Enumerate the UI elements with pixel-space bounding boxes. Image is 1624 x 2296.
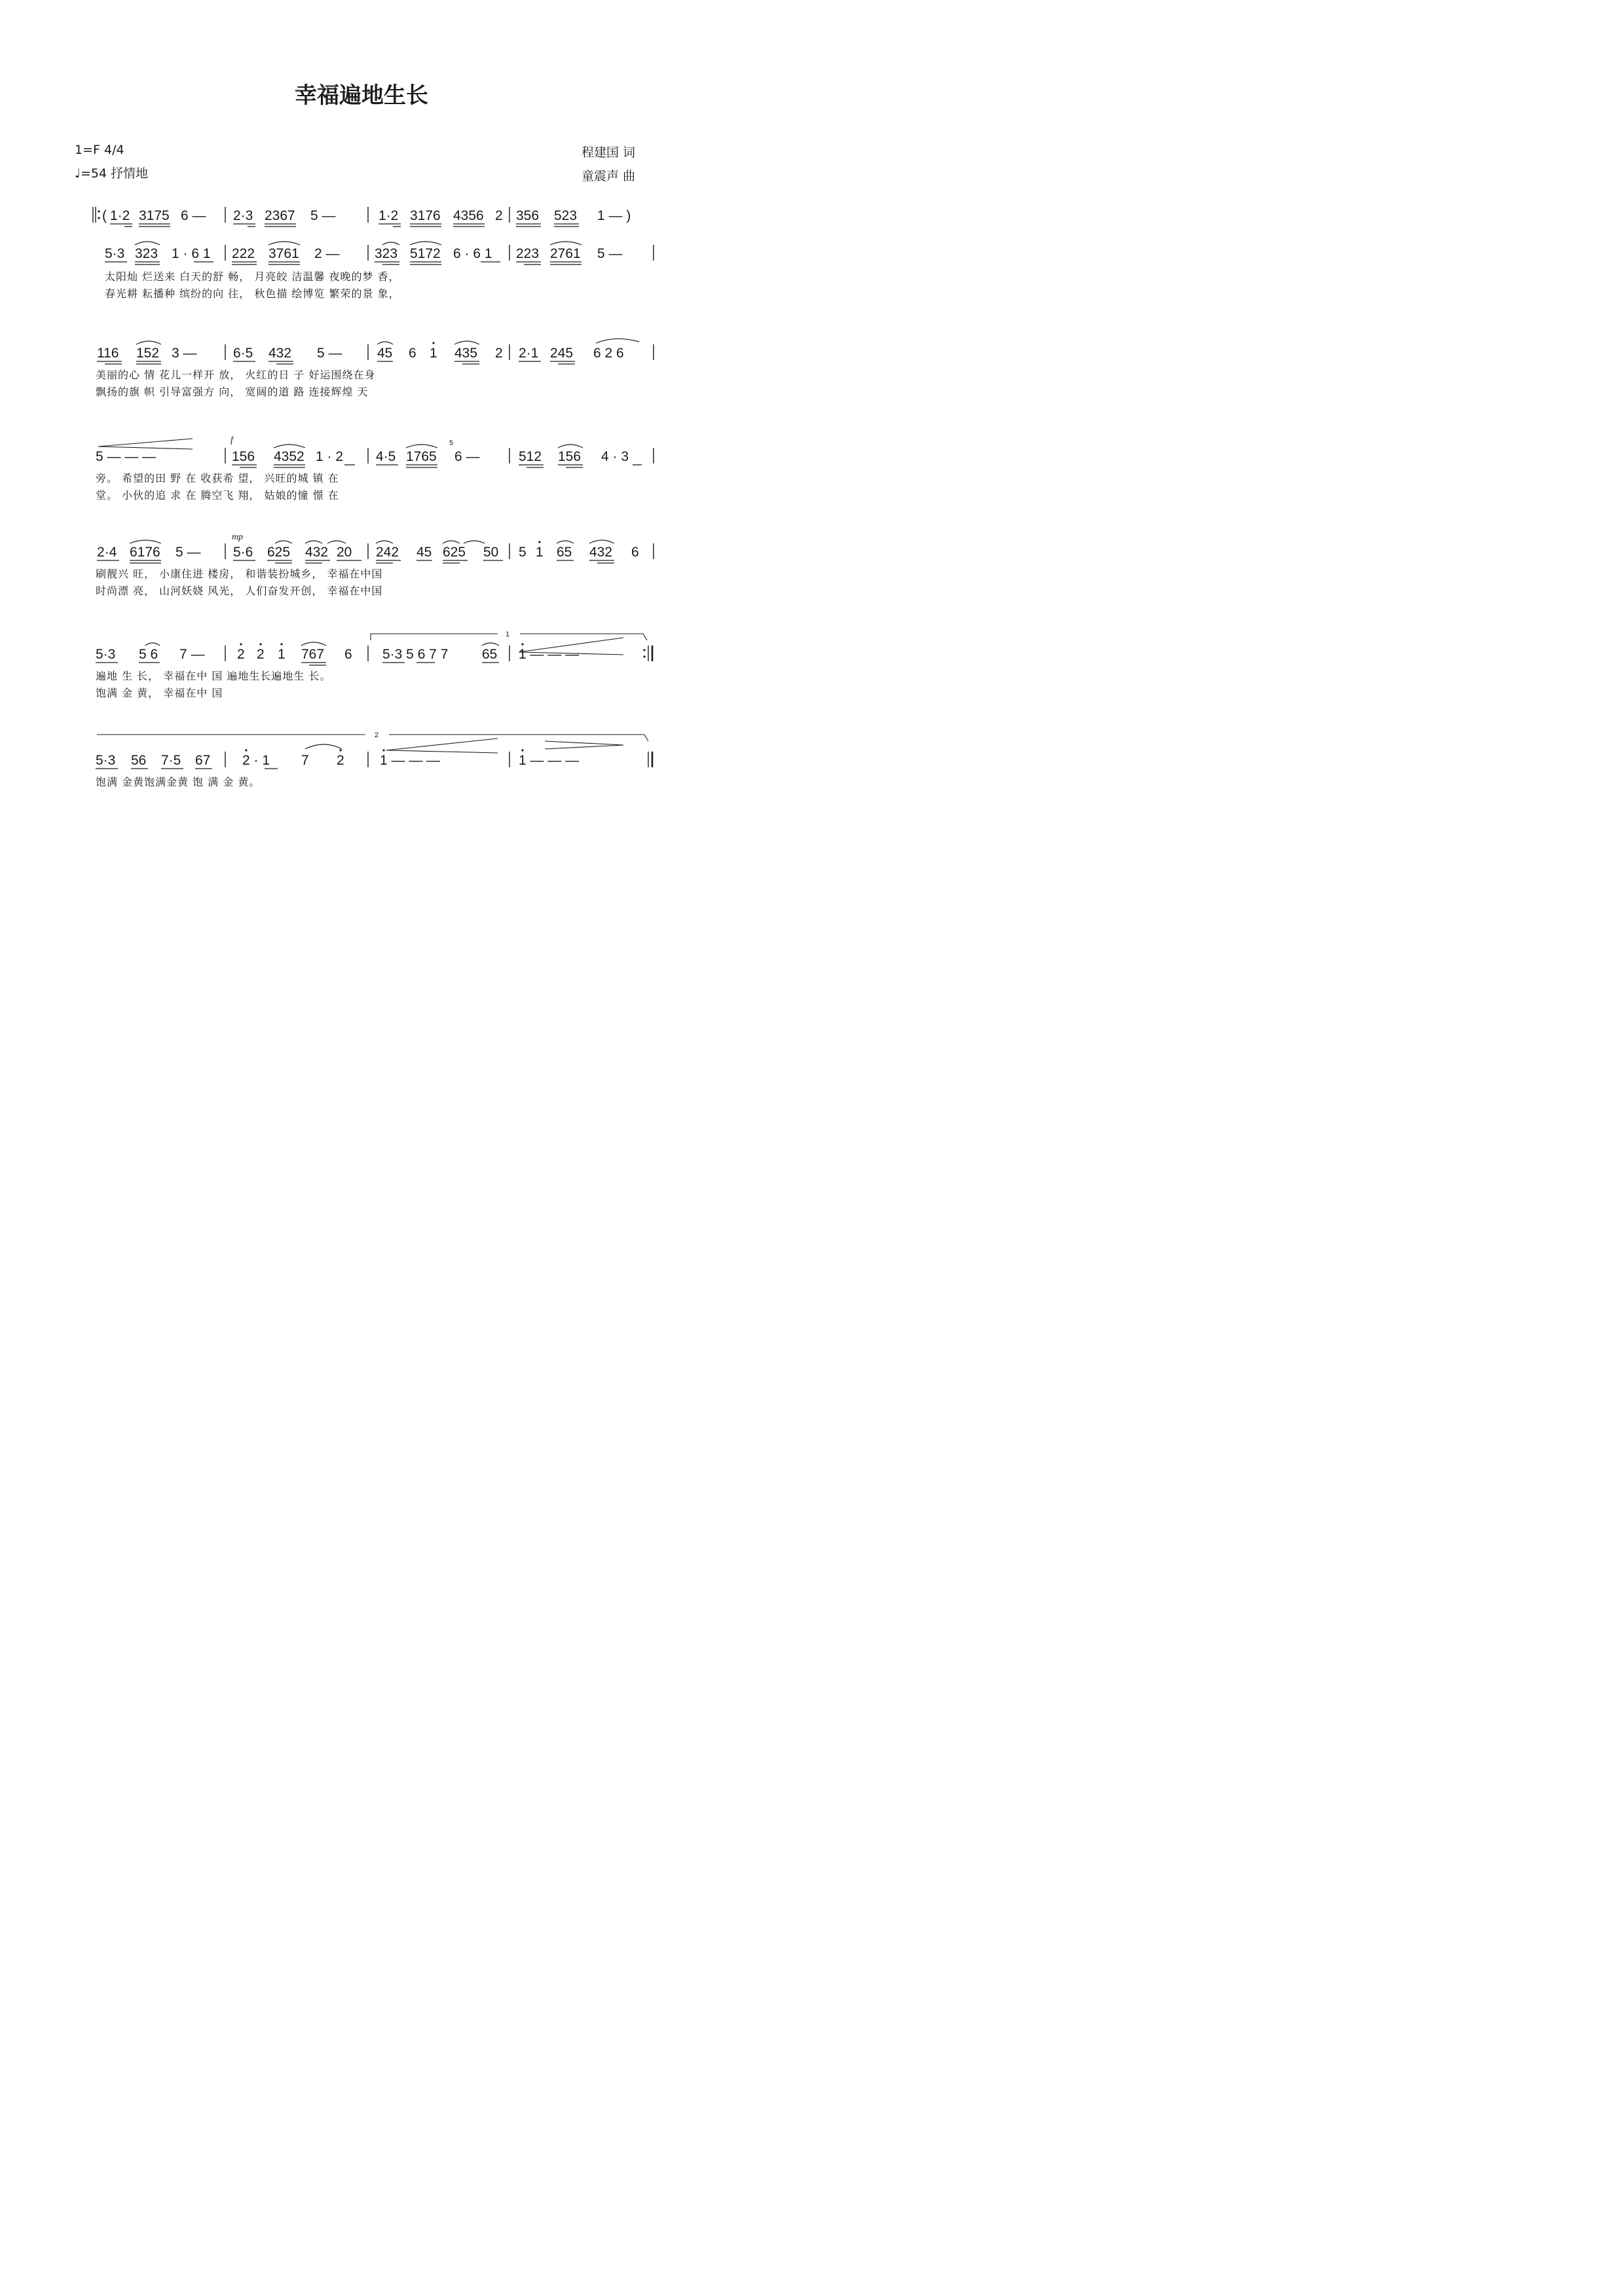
score-system-1 (93, 207, 631, 227)
note-group: 1 · 2 (316, 449, 344, 464)
lyricist-credit: 程建国 词 (581, 145, 636, 160)
slur (443, 541, 460, 543)
lyric-line: 刷靓兴 旺， 小康住进 楼房， 和谐装扮城乡， 幸福在中国 (96, 568, 383, 580)
note-group: 6 — (181, 208, 206, 223)
lyric-line: 美丽的心 情 花儿一样开 放， 火红的日 子 好运围绕在身 (96, 369, 376, 381)
score-system-2 (105, 242, 654, 264)
note-group: 4 · 3 (601, 449, 629, 464)
octave-dot (521, 643, 523, 645)
note-group: 5172 (410, 246, 441, 261)
slur (596, 338, 639, 343)
note-group: 432 (589, 545, 613, 560)
note-group: 5·3 (96, 753, 116, 768)
note-group: 245 (550, 346, 574, 361)
octave-dot (521, 749, 523, 751)
note-group: 2·1 (519, 346, 539, 361)
note-group: 625 (443, 545, 466, 560)
note-group: 1 — — — (380, 753, 441, 768)
note-group: 5 — — — (96, 449, 157, 464)
note-group: 6·5 (233, 346, 253, 361)
crescendo-hairpin (386, 738, 498, 750)
composer-credit: 童震声 曲 (581, 169, 636, 183)
note-group: 5·3 (96, 647, 116, 662)
note-group: 7 — (179, 647, 205, 662)
note-group: 323 (375, 246, 398, 261)
slur (382, 242, 399, 245)
note-group: ( (102, 208, 107, 223)
note-group: 2 (495, 346, 503, 361)
note-group: 2·3 (233, 208, 253, 223)
note-group: 5 — (597, 246, 623, 261)
lyric-line: 堂。 小伙的追 求 在 腾空飞 翔， 姑娘的憧 憬 在 (96, 489, 339, 501)
note-group: 3 — (172, 346, 197, 361)
octave-dot (259, 643, 261, 645)
slur (589, 540, 614, 543)
note-group: 2 — (314, 246, 340, 261)
note-group: 3176 (410, 208, 441, 223)
note-group: 1 (430, 346, 437, 361)
note-group: 6176 (130, 545, 160, 560)
note-group: 2 (257, 647, 265, 662)
repeat-dot (98, 217, 100, 219)
note-group: 512 (519, 449, 542, 464)
note-group: 523 (554, 208, 578, 223)
octave-dot (280, 643, 282, 645)
slur (454, 341, 479, 344)
note-group: 6 — (454, 449, 480, 464)
dynamic-mp: mp (232, 532, 244, 542)
note-group: 2 · 1 (242, 753, 270, 768)
slur (406, 445, 437, 448)
note-group: 1·2 (110, 208, 130, 223)
volta-bracket (644, 735, 648, 741)
note-group: 323 (135, 246, 158, 261)
octave-dot (245, 749, 247, 751)
slur (268, 242, 300, 245)
note-group: 45 (416, 545, 432, 560)
slur (305, 541, 322, 543)
note-group: 1765 (406, 449, 437, 464)
lyric-line: 饱满 金 黄， 幸福在中 国 (96, 687, 223, 699)
note-group: 4352 (274, 449, 304, 464)
note-group: 2761 (550, 246, 581, 261)
slur (482, 643, 499, 646)
octave-dot (432, 342, 434, 344)
note-group: 222 (232, 246, 255, 261)
note-group: 152 (136, 346, 160, 361)
slur (136, 341, 161, 344)
note-group: 65 (482, 647, 498, 662)
score-system-4 (96, 435, 654, 467)
note-group: 4356 (453, 208, 484, 223)
lyric-line: 飘扬的旗 帜 引导富强方 向， 宽阔的道 路 连接辉煌 天 (96, 386, 369, 398)
note-group: 67 (195, 753, 211, 768)
note-group: 7 (301, 753, 309, 768)
note-group: 2 (495, 208, 503, 223)
slur (301, 642, 326, 646)
slur (558, 445, 583, 448)
note-group: 432 (305, 545, 329, 560)
octave-dot (240, 643, 242, 645)
repeat-dot (98, 210, 100, 212)
volta-1-label: 1 (506, 630, 510, 638)
lyric-line: 春光耕 耘播种 缤纷的向 往， 秋色描 绘博览 繁荣的景 象， (105, 287, 400, 300)
volta-2-label: 2 (375, 731, 379, 739)
slur (145, 643, 160, 646)
note-group: 50 (483, 545, 499, 560)
note-group: 432 (268, 346, 292, 361)
note-group: 3761 (268, 246, 299, 261)
note-group: 5·3 5 6 7 7 (382, 647, 449, 662)
note-group: 7·5 (161, 753, 181, 768)
tie (327, 541, 346, 543)
slur (410, 242, 441, 245)
lyric-line: 旁。 希望的田 野 在 收获希 望， 兴旺的城 镇 在 (96, 472, 339, 484)
slur (377, 342, 393, 344)
note-group: 156 (558, 449, 581, 464)
note-group: 4·5 (376, 449, 396, 464)
octave-dot (382, 749, 384, 751)
note-group: 435 (454, 346, 478, 361)
note-group: 65 (557, 545, 572, 560)
song-title: 幸福遍地生长 (295, 82, 428, 109)
key-meter: 1=F 4/4 (75, 143, 124, 157)
score-svg (0, 0, 723, 1022)
decrescendo-hairpin (545, 745, 623, 749)
slur (550, 242, 581, 245)
note-group: 6 (631, 545, 639, 560)
lyric-line: 时尚漂 亮， 山河妖娆 风光， 人们奋发开创， 幸福在中国 (96, 585, 383, 597)
note-group: 5 (519, 545, 526, 560)
note-group: 2·4 (97, 545, 117, 560)
score-system-7 (96, 731, 652, 769)
note-group: 5 — (310, 208, 336, 223)
tie (464, 541, 485, 543)
note-group: 1 (278, 647, 286, 662)
note-group: 1 (536, 545, 544, 560)
note-group: 6 (409, 346, 416, 361)
decrescendo-hairpin (545, 741, 623, 745)
note-group: 767 (301, 647, 325, 662)
score-system-3 (97, 338, 654, 364)
slur (305, 744, 342, 749)
note-group: 1·2 (378, 208, 399, 223)
note-group: 6 · 6 1 (453, 246, 492, 261)
score-system-6 (96, 630, 652, 665)
note-group: 5 — (175, 545, 201, 560)
note-group: 3175 (139, 208, 170, 223)
note-group: 5 6 (139, 647, 158, 662)
note-group: 56 (131, 753, 147, 768)
lyric-line: 遍地 生 长， 幸福在中 国 遍地生长遍地生 长。 (96, 670, 331, 682)
note-group: 2367 (265, 208, 295, 223)
note-group: 156 (232, 449, 255, 464)
note-group: 1 · 6 1 (172, 246, 211, 261)
crescendo-hairpin (98, 439, 193, 446)
note-group: 5·3 (105, 246, 125, 261)
repeat-dot (643, 649, 645, 651)
note-group: 5·6 (233, 545, 253, 560)
octave-dot (538, 541, 540, 543)
dynamic-f: f (231, 435, 233, 445)
slur (557, 541, 574, 543)
note-group: 1 — — — (519, 647, 580, 662)
slur (135, 242, 160, 245)
lyric-line: 太阳灿 烂送来 白天的舒 畅， 月亮皎 洁温馨 夜晚的梦 香， (105, 270, 400, 283)
slur (275, 541, 292, 543)
note-group: 625 (267, 545, 291, 560)
note-group: 2 (337, 753, 344, 768)
repeat-dot (643, 655, 645, 657)
slur (274, 445, 305, 448)
lyric-line: 饱满 金黄饱满金黄 饱 满 金 黄。 (96, 776, 261, 788)
octave-dot (339, 749, 341, 751)
note-group: 6 (344, 647, 352, 662)
note-group: 356 (516, 208, 540, 223)
note-group: 116 (97, 346, 119, 361)
slur (130, 540, 161, 543)
note-group: 1 — ) (597, 208, 631, 223)
note-group: 45 (377, 346, 393, 361)
score-system-5 (97, 532, 654, 563)
volta-bracket (643, 634, 647, 640)
note-group: 6 2 6 (593, 346, 624, 361)
note-group: 20 (337, 545, 352, 560)
note-group: 5 — (317, 346, 342, 361)
tempo-marking: ♩=54 抒情地 (75, 166, 149, 181)
note-group: 2 (237, 647, 245, 662)
grace-note: 5 (449, 439, 454, 447)
note-group: 223 (516, 246, 540, 261)
note-group: 242 (376, 545, 399, 560)
slur (376, 541, 393, 543)
note-group: 1 — — — (519, 753, 580, 768)
